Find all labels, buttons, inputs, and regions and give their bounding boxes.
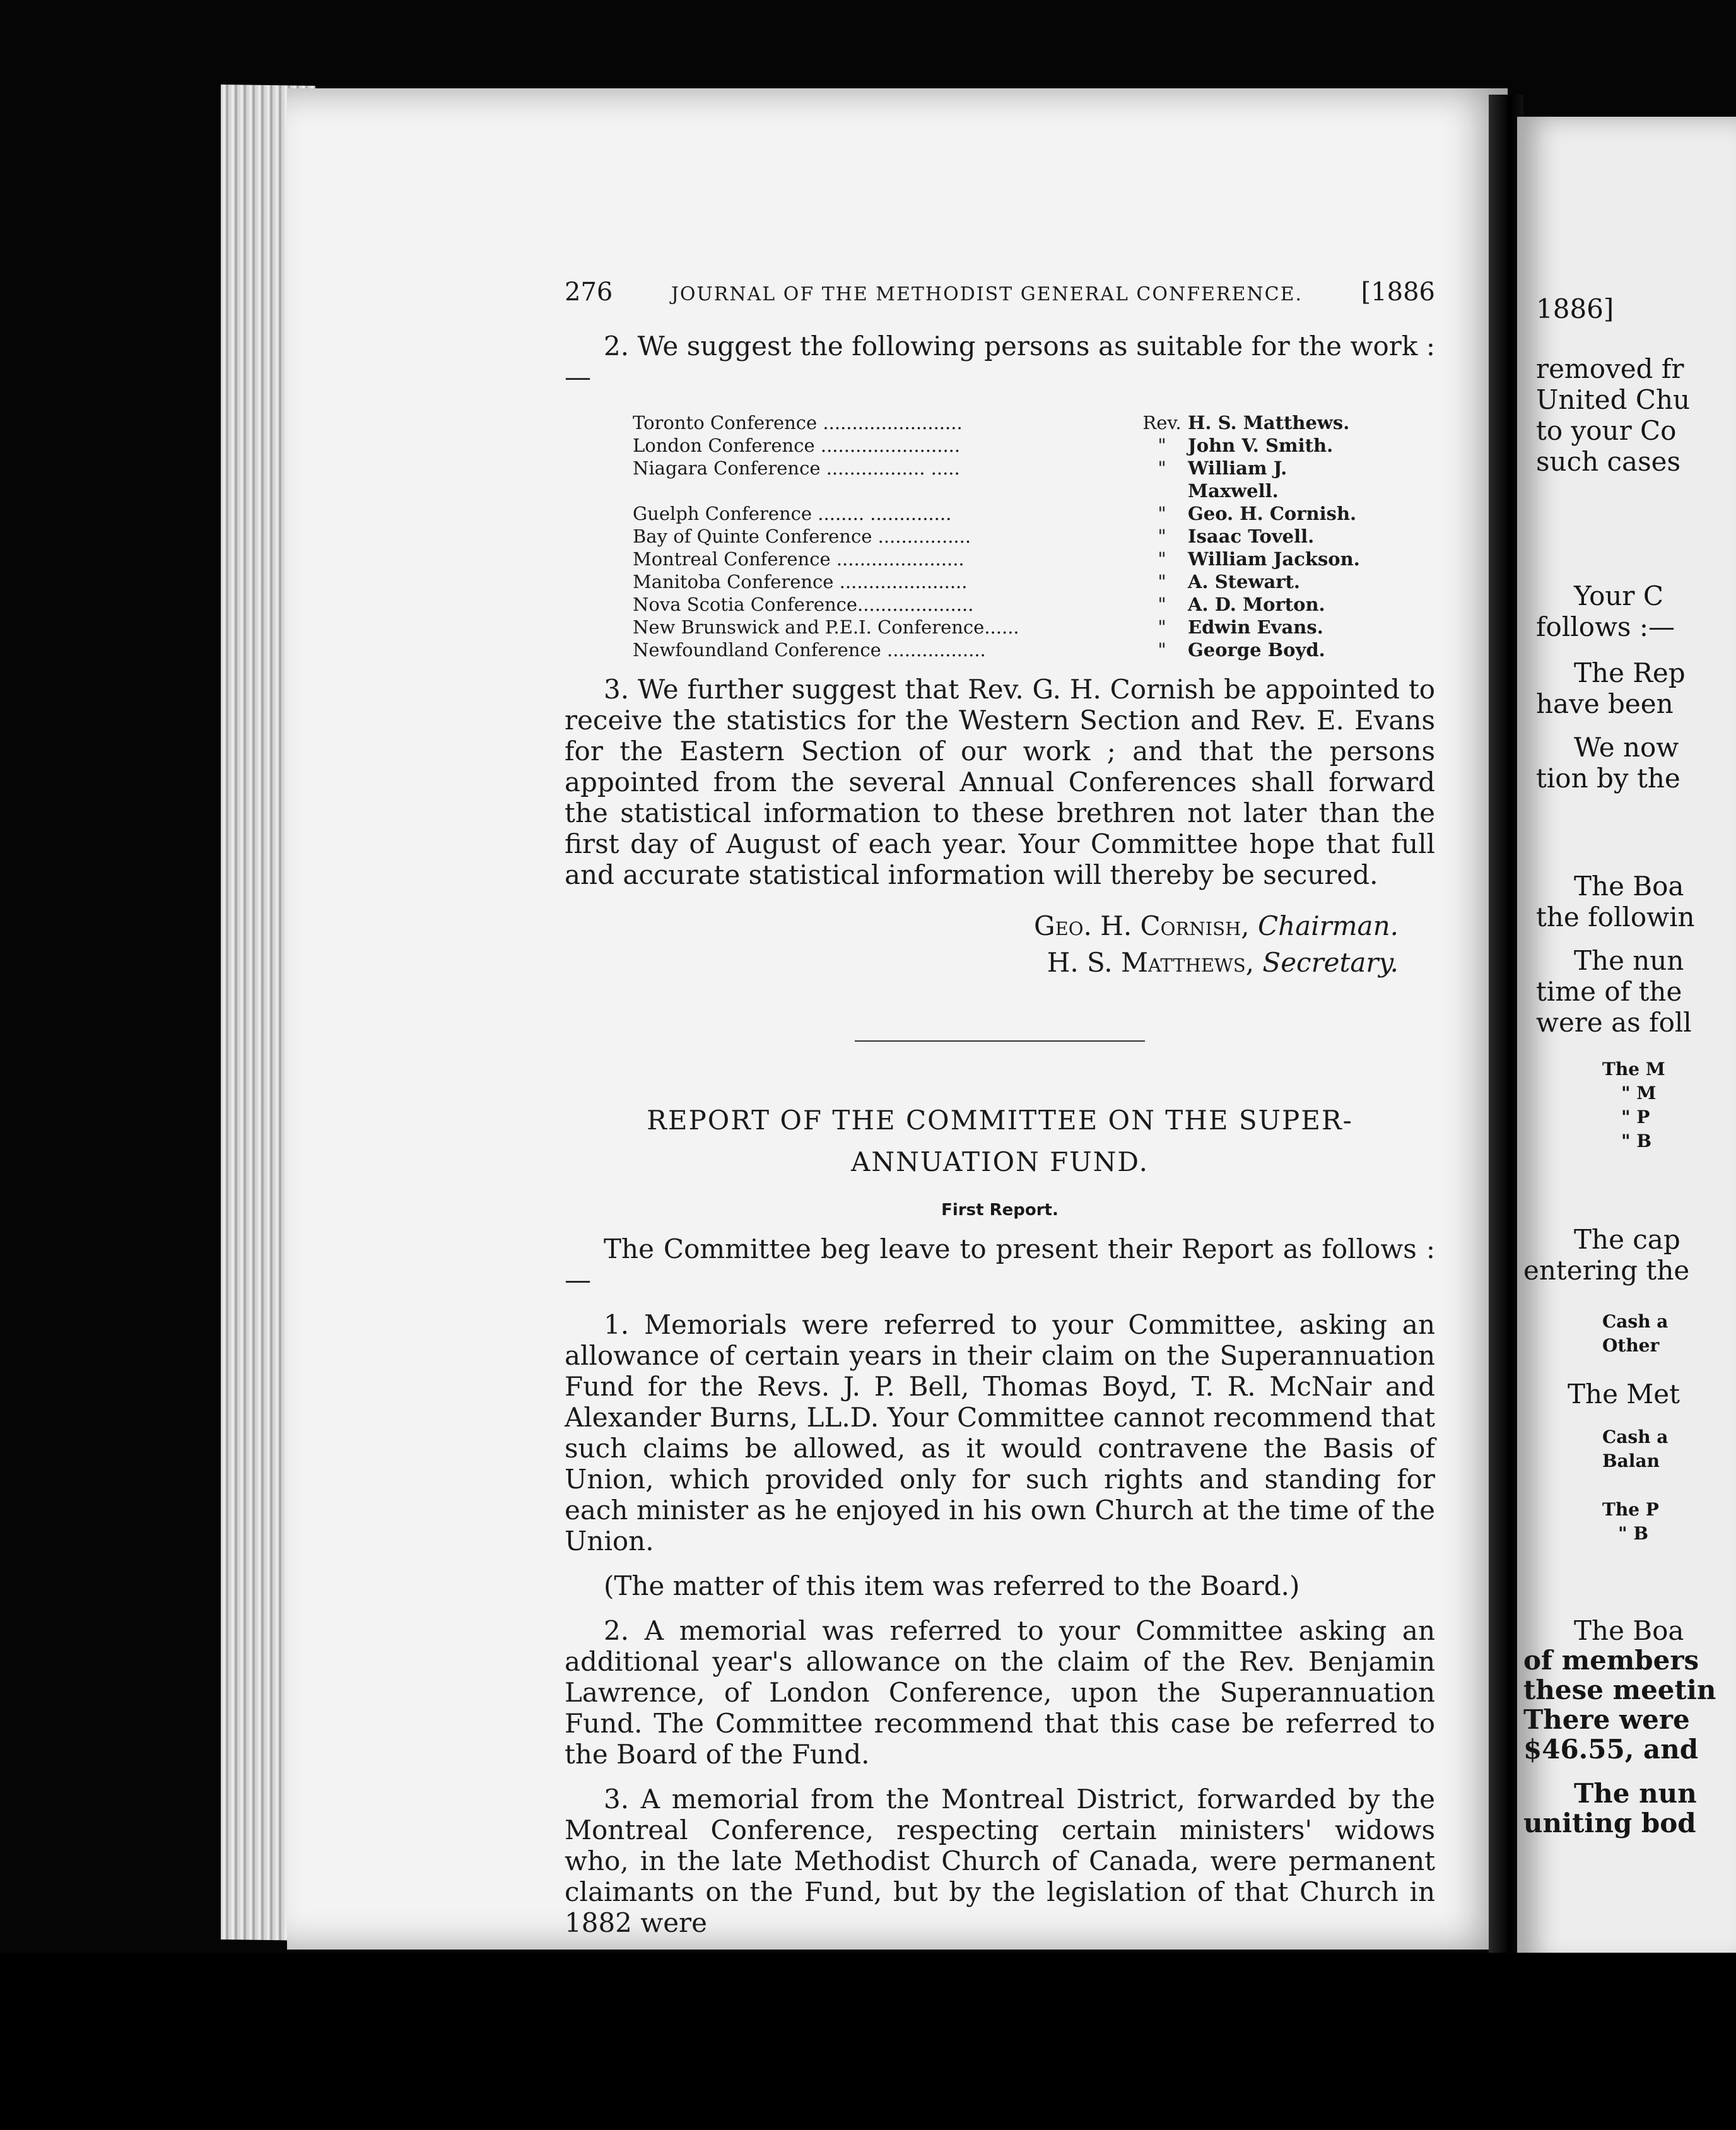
- right-page-line: The Boa: [1574, 1615, 1684, 1646]
- running-title: JOURNAL OF THE METHODIST GENERAL CONFERENCE.: [671, 283, 1303, 305]
- conference-table: [633, 411, 1383, 661]
- right-page-line: the followin: [1536, 902, 1695, 933]
- conference-row: Toronto Conference ........................ Rev. H. S. Matthews.: [633, 412, 1350, 433]
- right-page-line: Balan: [1602, 1450, 1660, 1471]
- signature-secretary: H. S. Matthews, Secretary.: [1047, 947, 1399, 978]
- right-page-line: these meetin: [1523, 1674, 1716, 1705]
- right-page-line: " M: [1621, 1083, 1657, 1103]
- conference-row: Bay of Quinte Conference ................ " Isaac Tovell.: [633, 526, 1315, 547]
- report-paragraph-3: 3. A memorial from the Montreal District, forwarded by the Montreal Conference, respecting certain ministers' widows who, in the late Methodist Church of Canada, were permanent claimants on the Fund, but by the legislation of that Church in 1882 were: [565, 1784, 1435, 1938]
- left-page-content: [565, 278, 1435, 1938]
- right-page-line: Other: [1602, 1335, 1660, 1356]
- running-head: [565, 278, 1435, 307]
- report-paragraph-1: 1. Memorials were referred to your Committee, asking an allowance of certain years in their claim on the Superannuation Fund for the Revs. J. P. Bell, Thomas Boyd, T. R. McNair and Alexander Burns, LL.D. Your Committee cannot recommend that such claims be allowed, as it would contravene the Basis of Union, which provided only for such rights and standing for each minister as he enjoyed in his own Church at the time of the Union.: [565, 1309, 1435, 1556]
- signature-chairman: Geo. H. Cornish, Chairman.: [1034, 910, 1399, 941]
- right-page-line: The Met: [1568, 1379, 1680, 1409]
- right-page-line: removed fr: [1536, 353, 1684, 384]
- right-page-line: The Rep: [1574, 657, 1686, 688]
- report-heading: REPORT OF THE COMMITTEE ON THE SUPER- ANNUATION FUND.: [647, 1105, 1353, 1177]
- scan-background: [0, 1953, 1736, 2130]
- item-3: 3. We further suggest that Rev. G. H. Cornish be appointed to receive the statistics for the Western Section and Rev. E. Evans for the Eastern Section of our work ; and that the persons appointed from the several Annual Conferences shall forward the statistical information to these brethren not later than the first day of August of each year. Your Committee hope that full and accurate statistical information will thereby be secured.: [565, 674, 1435, 890]
- item-2: 2. We suggest the following persons as suitable for the work :—: [565, 331, 1435, 392]
- report-paragraph-1-note: (The matter of this item was referred to the Board.): [604, 1570, 1300, 1601]
- conference-row: Nova Scotia Conference.................... " A. D. Morton.: [633, 594, 1325, 615]
- right-page-line: We now: [1574, 732, 1679, 763]
- right-page-year: 1886]: [1536, 293, 1614, 324]
- signature-block: [565, 908, 1435, 981]
- right-page-line: United Chu: [1536, 384, 1691, 415]
- right-page-line: were as foll: [1536, 1007, 1692, 1038]
- right-page-line: time of the: [1536, 976, 1682, 1007]
- right-page-line: such cases: [1536, 446, 1681, 477]
- right-page-line: follows :—: [1536, 611, 1675, 642]
- right-page-line: of members: [1523, 1645, 1699, 1676]
- conference-row: Niagara Conference ................. ..... " William J. Maxwell.: [633, 457, 1287, 502]
- section-divider: [855, 1040, 1145, 1042]
- right-page-line: " B: [1618, 1523, 1649, 1544]
- conference-row: Montreal Conference ...................... " William Jackson.: [633, 548, 1360, 570]
- right-page-line: have been: [1536, 688, 1674, 719]
- conference-row: Manitoba Conference ...................... " A. Stewart.: [633, 571, 1301, 592]
- right-page-line: The nun: [1574, 945, 1684, 976]
- right-page-line: There were: [1523, 1704, 1690, 1735]
- conference-row: London Conference ........................ " John V. Smith.: [633, 435, 1334, 456]
- conference-row: Newfoundland Conference ................. " George Boyd.: [633, 639, 1325, 661]
- right-page-line: The cap: [1574, 1224, 1680, 1255]
- right-page-line: uniting bod: [1523, 1808, 1696, 1839]
- right-page-line: Your C: [1574, 580, 1663, 611]
- right-page-line: The Boa: [1574, 871, 1684, 902]
- page-number: 276: [565, 278, 613, 307]
- year-bracket: [1886: [1361, 278, 1435, 307]
- right-page-line: Cash a: [1602, 1311, 1669, 1332]
- right-page-line: $46.55, and: [1523, 1734, 1699, 1765]
- right-page-line: to your Co: [1536, 415, 1677, 446]
- right-page-line: The P: [1602, 1499, 1659, 1520]
- right-page: [1517, 117, 1736, 1965]
- conference-row: New Brunswick and P.E.I. Conference...... " Edwin Evans.: [633, 616, 1323, 638]
- right-page-line: entering the: [1523, 1255, 1690, 1286]
- right-page-line: The M: [1602, 1059, 1665, 1080]
- right-page-line: " P: [1621, 1107, 1650, 1127]
- right-page-line: tion by the: [1536, 763, 1680, 794]
- right-page-line: The nun: [1574, 1778, 1697, 1809]
- right-page-line: Cash a: [1602, 1427, 1669, 1447]
- conference-row: Guelph Conference ........ .............. " Geo. H. Cornish.: [633, 503, 1357, 524]
- report-subheading: First Report.: [941, 1201, 1059, 1220]
- report-intro: The Committee beg leave to present their Report as follows :—: [565, 1233, 1435, 1295]
- report-paragraph-2: 2. A memorial was referred to your Committee asking an additional year's allowance on the claim of the Rev. Benjamin Lawrence, of London Conference, upon the Superannuation Fund. The Committee recommend that this case be referred to the Board of the Fund.: [565, 1615, 1435, 1770]
- right-page-line: " B: [1621, 1131, 1652, 1151]
